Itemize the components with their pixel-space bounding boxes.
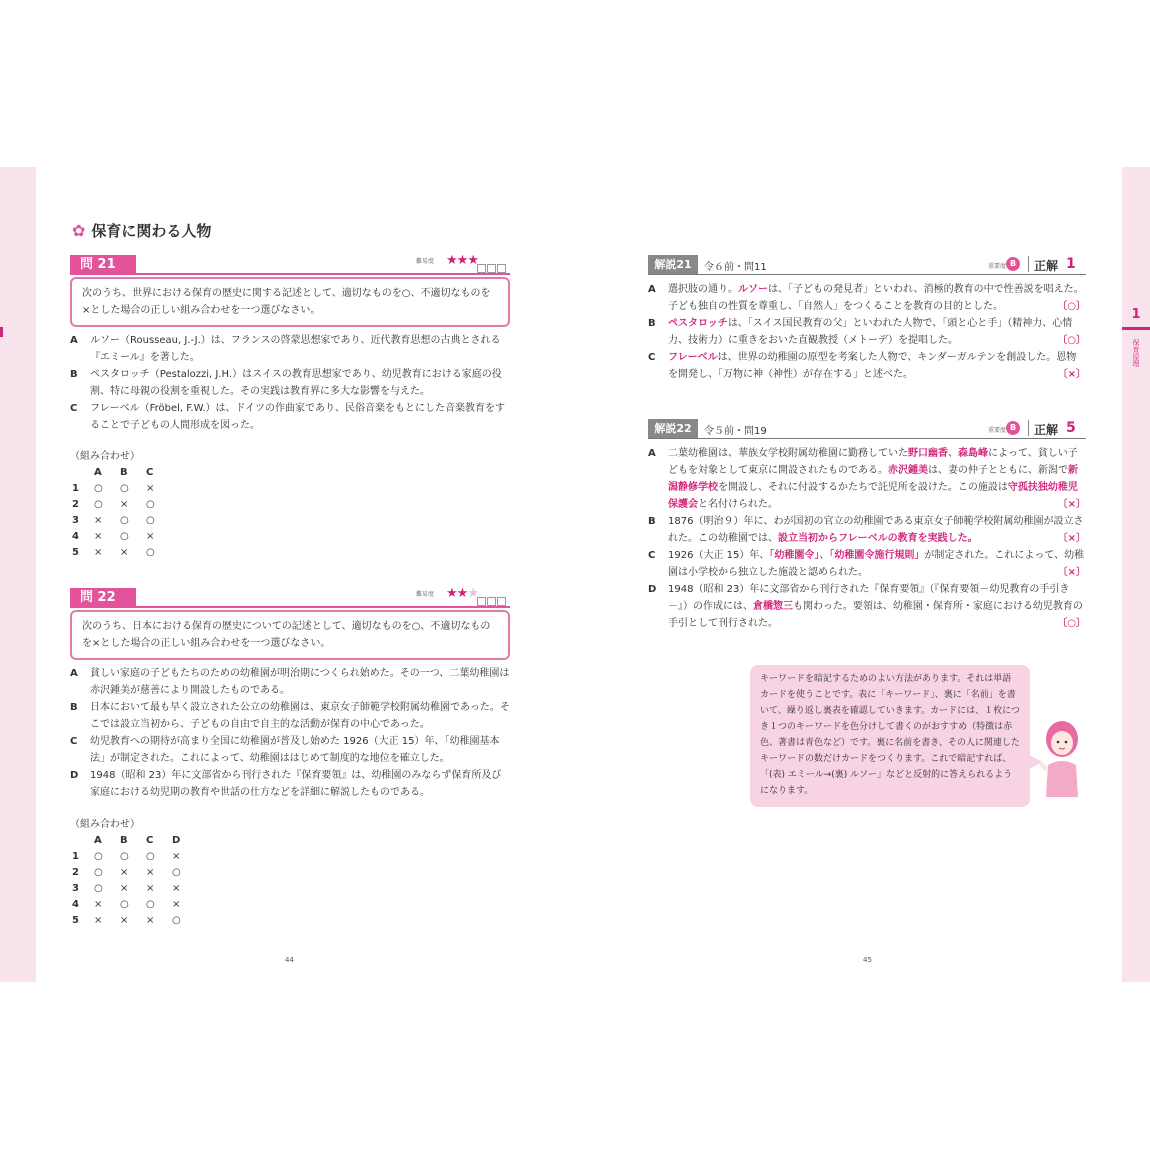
table-row: 3 ○ × × × [72,882,181,894]
left-chapter-mark [0,327,3,337]
table-row: 4 × ○ × [72,530,155,542]
q21-combo-title: （組み合わせ） [70,451,140,462]
q21-statements [70,332,510,434]
chapter-tab-label: 保育原理 [1132,339,1140,367]
a22-separator [1028,420,1029,436]
a22-row-c: C 1926（大正 15）年、「幼稚園令」、「幼稚園令施行規則」が制定された。これによって、幼稚園は小学校から独立した施設と認められた。 〔×〕 [648,550,1086,578]
sakura-icon: ✿ [72,221,86,240]
a22-importance-badge: B [1006,421,1020,435]
q21-statement-b: B ペスタロッチ（Pestalozzi, J.H.）はスイスの教育思想家であり、幼児教育における家庭の役割、特に母親の役割を重視した。その実践は教育界に多大な影響を与えた。 [70,369,502,397]
q21-label: 問 21 [70,255,136,275]
a22-header [648,419,1086,439]
a21-rule [648,274,1086,275]
a21-importance-label: 重要度 [988,263,1007,270]
q22-combinations [70,815,198,928]
q22-statement-b: B 日本において最も早く設立された公立の幼稚園は、東京女子師範学校附属幼稚園であった。そこでは設立当初から、子どもの自由で自主的な活動が保育の中心であった。 [70,702,510,730]
a22-answer-label: 正解 [1034,423,1059,437]
section-title [72,220,211,241]
q21-rule [136,273,510,275]
a22-source: 令５前・問19 [704,426,767,437]
a22-importance-label: 重要度 [988,427,1007,434]
a21-row-c: C フレーベルは、世界の幼稚園の原型を考案した人物で、キンダーガルテンを創設した。恩物を開発し、「万物に神（神性）が存在する」と述べた。 〔×〕 [648,352,1086,380]
page-number-left: 44 [285,956,294,964]
table-row: 1 ○ ○ × [72,482,155,494]
q22-checkboxes[interactable] [476,591,506,610]
a21-label: 解説21 [648,255,698,275]
q22-statements [70,665,510,801]
chapter-tab [1122,167,1150,982]
q22-statement-a: A 貧しい家庭の子どもたちのための幼稚園が明治期につくられ始めた。その一つ、二葉幼稚園は赤沢鍾美が慈善により開設したものである。 [70,668,510,696]
a21-separator [1028,256,1029,272]
q22-statement-c: C 幼児教育への期待が高まり全国に幼稚園が普及し始めた 1926（大正 15）年、「幼稚園基本法」が制定された。これによって、幼稚園ははじめて制度的な地位を確立した。 [70,736,500,764]
q21-statement-a: A ルソー（Rousseau, J.-J.）は、フランスの啓蒙思想家であり、近代教育思想の古典とされる『エミール』を著した。 [70,335,501,363]
a21-row-b: B ペスタロッチは、「スイス国民教育の父」といわれた人物で、「頭と心と手」（精神力、心情力、技術力）に重きをおいた直観教授（メトーデ）を提唱した。 〔○〕 [648,318,1086,346]
q22-question-box: 次のうち、日本における保育の歴史についての記述として、適切なものを○、不適切なものを×とした場合の正しい組み合わせを一つ選びなさい。 [70,610,510,660]
a21-importance-badge: B [1006,257,1020,271]
a21-source: 令６前・問11 [704,262,767,273]
q22-combo-table: A B C D 1 ○ ○ ○ × 2 ○ × × ○ 3 ○ × × × 4 × ○ ○ × 5 × × × ○ [72,833,198,928]
table-row: 5 × × ○ [72,546,155,558]
a22-rule [648,438,1086,439]
q22-combo-title: （組み合わせ） [70,819,140,830]
q22-difficulty-label: 難易度 [415,591,434,598]
book-spread [0,167,1150,982]
left-margin-strip [0,167,36,982]
q21-difficulty-label: 難易度 [415,258,434,265]
a21-answer-number: 1 [1066,256,1076,272]
teacher-avatar-icon [1040,717,1084,801]
q22-label: 問 22 [70,588,136,608]
q21-combinations [70,447,172,560]
q22-statement-d: D 1948（昭和 23）年に文部省から刊行された『保育要領』は、幼稚園のみならず保育所及び家庭における幼児期の教育や世話の仕方などを詳細に解説したものである。 [70,770,502,798]
chapter-tab-number: 1 [1131,307,1141,322]
table-row: 5 × × × ○ [72,914,181,926]
table-row: 2 ○ × ○ [72,498,155,510]
table-row: 3 × ○ ○ [72,514,155,526]
section-title-text: 保育に関わる人物 [91,222,212,240]
a22-label: 解説22 [648,419,698,439]
a22-row-b: B 1876（明治９）年に、わが国初の官立の幼稚園である東京女子師範学校附属幼稚園が設立された。この幼稚園では、設立当初からフレーベルの教育を実践した。 〔×〕 [648,516,1086,544]
q21-statement-c: C フレーベル（Fröbel, F.W.）は、ドイツの作曲家であり、民俗音楽をもとにした音楽教育をすることで子どもの人間形成を図った。 [70,403,506,431]
q21-difficulty-stars: ★★★ [446,253,478,268]
a22-row-a: A 二葉幼稚園は、華族女学校附属幼稚園に勤務していた野口幽香、森島峰によって、貧しい子どもを対象として東京に開設されたものである。赤沢鍾美は、妻の仲子とともに、新潟で新潟静修学校を開設し、それに付設するかたちで託児所を設けた。この施設は守孤扶独幼稚児保護会と名付けられた。 〔×〕 [648,448,1086,510]
q21-header [70,255,510,275]
a21-header [648,255,1086,275]
chapter-tab-rule [1122,327,1150,330]
a21-answer-label: 正解 [1034,259,1059,273]
q22-header [70,588,510,608]
q21-checkboxes[interactable] [476,258,506,277]
table-row: 4 × ○ ○ × [72,898,181,910]
table-row: 1 ○ ○ ○ × [72,850,181,862]
q22-difficulty-stars: ★★★ [446,586,478,601]
study-tip-bubble: キーワードを暗記するためのよい方法があります。それは単語カードを使うことです。表に「キーワード」、裏に「名前」を書いて、繰り返し裏表を確認していきます。カードには、１枚につき１つのキーワードを色分けして書くのがおすすめ（特徴は赤色、著書は青色など）です。裏に名前を書き、その人に関連したキーワードの数だけカードをつくります。これで暗記すれば、「(表) エミール→(裏) ルソー」などと反射的に答えられるようになります。 [750,665,1030,807]
q22-rule [136,606,510,608]
table-row: 2 ○ × × ○ [72,866,181,878]
a22-row-d: D 1948（昭和 23）年に文部省から刊行された『保育要領』（『保育要領－幼児教育の手引き－』）の作成には、倉橋惣三も関わった。要領は、幼稚園・保育所・家庭における幼児教育の手引として刊行された。 〔○〕 [648,584,1086,629]
a21-explanation [648,281,1086,383]
q21-question-box: 次のうち、世界における保育の歴史に関する記述として、適切なものを○、不適切なものを×とした場合の正しい組み合わせを一つ選びなさい。 [70,277,510,327]
page-number-right: 45 [863,956,872,964]
q21-combo-table: A B C 1 ○ ○ × 2 ○ × ○ 3 × ○ ○ 4 × ○ × 5 × × ○ [72,465,172,560]
a21-row-a: A 選択肢の通り。ルソーは、「子どもの発見者」といわれ、消極的教育の中で性善説を唱えた。子ども独自の性質を尊重し、「自然人」をつくることを教育の目的とした。 〔○〕 [648,284,1086,312]
a22-answer-number: 5 [1066,420,1076,436]
a22-explanation [648,445,1086,632]
